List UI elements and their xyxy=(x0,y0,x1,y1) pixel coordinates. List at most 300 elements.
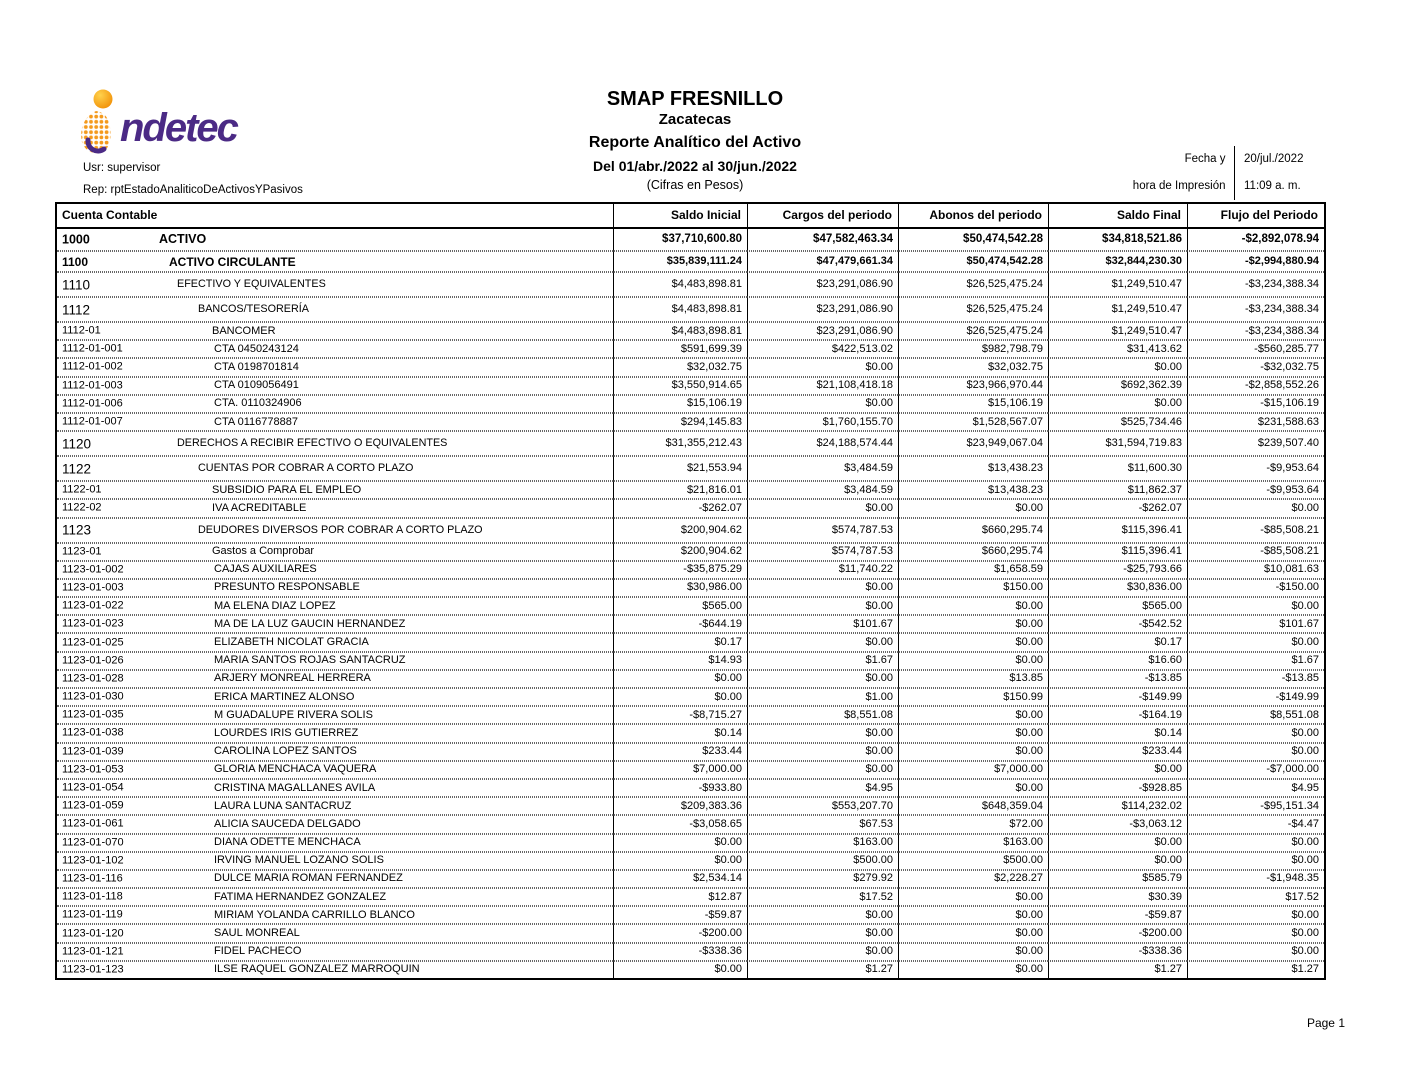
amount-cell: $0.00 xyxy=(898,652,1048,670)
account-cell xyxy=(57,961,613,978)
amount-cell: $21,108,418.18 xyxy=(747,377,898,395)
account-code: 1123-01-123 xyxy=(62,963,124,976)
amount-cell: $13,438.23 xyxy=(898,481,1048,499)
account-code: 1112-01-007 xyxy=(62,415,123,428)
amount-cell: $0.00 xyxy=(1187,834,1324,852)
account-cell xyxy=(57,688,613,706)
account-name: ILSE RAQUEL GONZALEZ MARROQUIN xyxy=(214,963,420,976)
amount-cell: $30,836.00 xyxy=(1048,579,1187,597)
amount-cell: $0.14 xyxy=(613,724,747,742)
account-code: 1123-01-121 xyxy=(62,945,124,958)
amount-cell: -$8,715.27 xyxy=(613,706,747,724)
table-row xyxy=(57,499,1324,517)
account-cell xyxy=(57,652,613,670)
account-name: M GUADALUPE RIVERA SOLIS xyxy=(214,708,373,721)
account-cell xyxy=(57,377,613,395)
amount-cell: $1.27 xyxy=(1187,961,1324,978)
report-id-label: Rep: rptEstadoAnaliticoDeActivosYPasivos xyxy=(83,184,303,196)
table-row xyxy=(57,852,1324,870)
amount-cell: -$928.85 xyxy=(1048,779,1187,797)
date-label: Fecha y xyxy=(1184,153,1226,165)
account-cell xyxy=(57,888,613,906)
account-code: 1112-01-006 xyxy=(62,397,123,410)
amount-cell: $0.00 xyxy=(747,499,898,517)
amount-cell: $0.00 xyxy=(747,597,898,615)
account-code: 1110 xyxy=(62,277,91,292)
amount-cell: -$200.00 xyxy=(1048,924,1187,942)
account-cell xyxy=(57,456,613,481)
logo-text: ndetec xyxy=(120,106,237,150)
amount-cell: -$59.87 xyxy=(613,906,747,924)
account-cell xyxy=(57,499,613,517)
account-cell xyxy=(57,852,613,870)
amount-cell: -$150.00 xyxy=(1187,579,1324,597)
account-cell xyxy=(57,431,613,456)
table-row xyxy=(57,670,1324,688)
table-row xyxy=(57,518,1324,543)
table-row xyxy=(57,924,1324,942)
amount-cell: $574,787.53 xyxy=(747,518,898,543)
date-value: 20/jul./2022 xyxy=(1244,153,1304,165)
amount-cell: $23,966,970.44 xyxy=(898,377,1048,395)
amount-cell: $11,740.22 xyxy=(747,561,898,579)
table-row xyxy=(57,431,1324,456)
amount-cell: $23,291,086.90 xyxy=(747,272,898,297)
amount-cell: $26,525,475.24 xyxy=(898,297,1048,322)
amount-cell: $12.87 xyxy=(613,888,747,906)
column-header: Cuenta Contable xyxy=(57,204,613,229)
account-name: DULCE MARIA ROMAN FERNANDEZ xyxy=(214,872,403,885)
amount-cell: $26,525,475.24 xyxy=(898,322,1048,340)
amount-cell: $163.00 xyxy=(747,834,898,852)
entity-title: SMAP FRESNILLO xyxy=(606,88,784,110)
amount-cell: $0.00 xyxy=(898,961,1048,978)
account-code: 1123-01-023 xyxy=(62,617,124,630)
account-name: MA ELENA DIAZ LOPEZ xyxy=(214,599,336,612)
account-name: CUENTAS POR COBRAR A CORTO PLAZO xyxy=(198,462,414,475)
print-meta xyxy=(1133,146,1320,200)
page-number: Page 1 xyxy=(1306,1016,1345,1030)
table-row xyxy=(57,743,1324,761)
account-name: ARJERY MONREAL HERRERA xyxy=(214,672,371,685)
account-code: 1120 xyxy=(62,436,92,452)
account-cell xyxy=(57,272,613,297)
account-name: SAUL MONREAL xyxy=(214,927,300,940)
amount-cell: $115,396.41 xyxy=(1048,543,1187,561)
amount-cell: $660,295.74 xyxy=(898,543,1048,561)
account-code: 1122 xyxy=(62,461,92,477)
amount-cell: $34,818,521.86 xyxy=(1048,229,1187,251)
amount-cell: -$933.80 xyxy=(613,779,747,797)
account-cell xyxy=(57,761,613,779)
amount-cell: -$1,948.35 xyxy=(1187,870,1324,888)
account-name: CAJAS AUXILIARES xyxy=(214,563,317,576)
amount-cell: $0.14 xyxy=(1048,724,1187,742)
table-row xyxy=(57,615,1324,633)
amount-cell: $279.92 xyxy=(747,870,898,888)
account-code: 1112-01 xyxy=(62,324,101,337)
amount-cell: $200,904.62 xyxy=(613,543,747,561)
account-cell xyxy=(57,943,613,961)
amount-cell: $0.00 xyxy=(747,943,898,961)
table-row xyxy=(57,377,1324,395)
state-subtitle: Zacatecas xyxy=(658,111,732,128)
amount-cell: $150.99 xyxy=(898,688,1048,706)
amount-cell: $0.00 xyxy=(898,615,1048,633)
account-cell xyxy=(57,579,613,597)
account-name: IRVING MANUEL LOZANO SOLIS xyxy=(214,854,384,867)
amount-cell: $17.52 xyxy=(1187,888,1324,906)
amount-cell: $13,438.23 xyxy=(898,456,1048,481)
amount-cell: $0.00 xyxy=(1048,395,1187,413)
amount-cell: $0.00 xyxy=(898,743,1048,761)
analytic-report-table xyxy=(55,202,1326,980)
units-note: (Cifras en Pesos) xyxy=(646,178,744,192)
amount-cell: $1.67 xyxy=(1187,652,1324,670)
amount-cell: $101.67 xyxy=(747,615,898,633)
amount-cell: $0.00 xyxy=(898,724,1048,742)
amount-cell: $50,474,542.28 xyxy=(898,229,1048,251)
account-cell xyxy=(57,779,613,797)
amount-cell: -$35,875.29 xyxy=(613,561,747,579)
table-row xyxy=(57,561,1324,579)
account-code: 1123-01-030 xyxy=(62,690,124,703)
account-cell xyxy=(57,670,613,688)
amount-cell: $565.00 xyxy=(1048,597,1187,615)
account-code: 1122-01 xyxy=(62,483,102,496)
account-code: 1123-01-070 xyxy=(62,836,124,849)
amount-cell: $23,291,086.90 xyxy=(747,322,898,340)
account-code: 1123-01-116 xyxy=(62,872,123,885)
amount-cell: $233.44 xyxy=(1048,743,1187,761)
amount-cell: $26,525,475.24 xyxy=(898,272,1048,297)
table-row xyxy=(57,834,1324,852)
amount-cell: -$2,892,078.94 xyxy=(1187,229,1324,251)
amount-cell: $13.85 xyxy=(898,670,1048,688)
table-row xyxy=(57,597,1324,615)
account-cell xyxy=(57,543,613,561)
amount-cell: $0.00 xyxy=(1048,834,1187,852)
table-row xyxy=(57,688,1324,706)
amount-cell: $1.00 xyxy=(747,688,898,706)
amount-cell: $692,362.39 xyxy=(1048,377,1187,395)
amount-cell: $4.95 xyxy=(747,779,898,797)
account-name: MA DE LA LUZ GAUCIN HERNANDEZ xyxy=(214,617,406,630)
amount-cell: -$59.87 xyxy=(1048,906,1187,924)
account-code: 1112-01-001 xyxy=(62,342,123,355)
account-name: BANCOS/TESORERÍA xyxy=(198,303,309,315)
amount-cell: $0.17 xyxy=(613,633,747,651)
account-code: 1123 xyxy=(62,522,92,538)
amount-cell: $115,396.41 xyxy=(1048,518,1187,543)
amount-cell: $0.00 xyxy=(898,888,1048,906)
amount-cell: -$13.85 xyxy=(1048,670,1187,688)
account-name: CTA 0116778887 xyxy=(214,415,298,428)
account-name: SUBSIDIO PARA EL EMPLEO xyxy=(212,483,362,496)
amount-cell: $30,986.00 xyxy=(613,579,747,597)
amount-cell: $1,528,567.07 xyxy=(898,413,1048,431)
account-code: 1123-01-053 xyxy=(62,763,124,776)
account-name: PRESUNTO RESPONSABLE xyxy=(214,581,360,594)
account-cell xyxy=(57,797,613,815)
amount-cell: $565.00 xyxy=(613,597,747,615)
amount-cell: $0.00 xyxy=(1048,358,1187,376)
account-name: DEUDORES DIVERSOS POR COBRAR A CORTO PLAZO xyxy=(198,523,483,536)
table-row xyxy=(57,906,1324,924)
amount-cell: $0.00 xyxy=(747,743,898,761)
account-cell xyxy=(57,870,613,888)
table-row xyxy=(57,229,1324,251)
amount-cell: $0.00 xyxy=(747,906,898,924)
account-cell xyxy=(57,815,613,833)
amount-cell: $31,594,719.83 xyxy=(1048,431,1187,456)
account-name: CTA. 0110324906 xyxy=(214,397,302,410)
amount-cell: $0.00 xyxy=(898,597,1048,615)
amount-cell: $0.00 xyxy=(898,906,1048,924)
amount-cell: $7,000.00 xyxy=(898,761,1048,779)
account-cell xyxy=(57,395,613,413)
account-code: 1112 xyxy=(62,302,91,317)
amount-cell: $101.67 xyxy=(1187,615,1324,633)
amount-cell: $574,787.53 xyxy=(747,543,898,561)
amount-cell: -$149.99 xyxy=(1048,688,1187,706)
amount-cell: $0.00 xyxy=(747,395,898,413)
amount-cell: $0.00 xyxy=(1187,943,1324,961)
amount-cell: -$3,058.65 xyxy=(613,815,747,833)
amount-cell: $0.00 xyxy=(1187,852,1324,870)
amount-cell: -$560,285.77 xyxy=(1187,340,1324,358)
amount-cell: $294,145.83 xyxy=(613,413,747,431)
amount-cell: -$15,106.19 xyxy=(1187,395,1324,413)
table-row xyxy=(57,413,1324,431)
amount-cell: -$3,234,388.34 xyxy=(1187,297,1324,322)
amount-cell: -$542.52 xyxy=(1048,615,1187,633)
table-row xyxy=(57,761,1324,779)
column-header: Saldo Inicial xyxy=(613,204,747,229)
amount-cell: -$95,151.34 xyxy=(1187,797,1324,815)
account-code: 1123-01-035 xyxy=(62,708,124,721)
amount-cell: $17.52 xyxy=(747,888,898,906)
account-code: 1123-01-119 xyxy=(62,908,123,921)
account-cell xyxy=(57,906,613,924)
account-code: 1123-01-002 xyxy=(62,563,124,576)
amount-cell: $4.95 xyxy=(1187,779,1324,797)
amount-cell: $648,359.04 xyxy=(898,797,1048,815)
amount-cell: -$338.36 xyxy=(1048,943,1187,961)
amount-cell: $1.27 xyxy=(1048,961,1187,978)
amount-cell: $32,844,230.30 xyxy=(1048,251,1187,272)
amount-cell: -$3,234,388.34 xyxy=(1187,272,1324,297)
account-name: ELIZABETH NICOLAT GRACIA xyxy=(214,636,369,649)
account-cell xyxy=(57,251,613,272)
amount-cell: $525,734.46 xyxy=(1048,413,1187,431)
column-header: Cargos del periodo xyxy=(747,204,898,229)
report-period: Del 01/abr./2022 al 30/jun./2022 xyxy=(593,158,797,174)
amount-cell: $3,484.59 xyxy=(747,481,898,499)
table-row xyxy=(57,943,1324,961)
table-row xyxy=(57,297,1324,322)
amount-cell: $0.00 xyxy=(1048,761,1187,779)
user-label: Usr: supervisor xyxy=(83,162,161,174)
account-code: 1123-01-102 xyxy=(62,854,124,867)
account-code: 1123-01-038 xyxy=(62,726,124,739)
amount-cell: $209,383.36 xyxy=(613,797,747,815)
table-row xyxy=(57,322,1324,340)
column-header: Flujo del Periodo xyxy=(1187,204,1324,229)
account-name: CRISTINA MAGALLANES AVILA xyxy=(214,781,376,794)
table-row xyxy=(57,652,1324,670)
account-code: 1123-01 xyxy=(62,545,102,558)
amount-cell: -$85,508.21 xyxy=(1187,518,1324,543)
amount-cell: $1,658.59 xyxy=(898,561,1048,579)
amount-cell: $47,479,661.34 xyxy=(747,251,898,272)
account-cell xyxy=(57,633,613,651)
amount-cell: $422,513.02 xyxy=(747,340,898,358)
amount-cell: $3,484.59 xyxy=(747,456,898,481)
amount-cell: -$338.36 xyxy=(613,943,747,961)
account-name: ACTIVO CIRCULANTE xyxy=(169,254,296,269)
account-name: ERICA MARTINEZ ALONSO xyxy=(214,690,355,703)
table-row xyxy=(57,579,1324,597)
table-row xyxy=(57,706,1324,724)
amount-cell: $14.93 xyxy=(613,652,747,670)
account-name: MARIA SANTOS ROJAS SANTACRUZ xyxy=(214,654,406,667)
account-name: EFECTIVO Y EQUIVALENTES xyxy=(177,278,326,290)
amount-cell: $0.00 xyxy=(898,633,1048,651)
account-cell xyxy=(57,358,613,376)
amount-cell: $0.00 xyxy=(747,670,898,688)
amount-cell: $23,949,067.04 xyxy=(898,431,1048,456)
table-row xyxy=(57,815,1324,833)
account-name: DIANA ODETTE MENCHACA xyxy=(214,836,361,849)
amount-cell: $4,483,898.81 xyxy=(613,272,747,297)
account-code: 1123-01-025 xyxy=(62,636,124,649)
amount-cell: $4,483,898.81 xyxy=(613,297,747,322)
account-name: MIRIAM YOLANDA CARRILLO BLANCO xyxy=(214,908,415,921)
amount-cell: -$3,063.12 xyxy=(1048,815,1187,833)
amount-cell: $15,106.19 xyxy=(613,395,747,413)
table-row xyxy=(57,543,1324,561)
account-code: 1122-02 xyxy=(62,501,102,514)
column-header: Abonos del periodo xyxy=(898,204,1048,229)
amount-cell: $0.00 xyxy=(747,633,898,651)
amount-cell: $11,862.37 xyxy=(1048,481,1187,499)
amount-cell: $150.00 xyxy=(898,579,1048,597)
amount-cell: $32,032.75 xyxy=(613,358,747,376)
amount-cell: $231,588.63 xyxy=(1187,413,1324,431)
amount-cell: $0.00 xyxy=(613,961,747,978)
account-code: 1123-01-039 xyxy=(62,745,124,758)
account-code: 1123-01-028 xyxy=(62,672,124,685)
amount-cell: $0.00 xyxy=(898,779,1048,797)
amount-cell: $0.00 xyxy=(1187,906,1324,924)
amount-cell: $233.44 xyxy=(613,743,747,761)
table-row xyxy=(57,272,1324,297)
amount-cell: $72.00 xyxy=(898,815,1048,833)
amount-cell: $16.60 xyxy=(1048,652,1187,670)
account-name: ACTIVO xyxy=(159,232,207,246)
amount-cell: -$25,793.66 xyxy=(1048,561,1187,579)
table-row xyxy=(57,779,1324,797)
amount-cell: -$13.85 xyxy=(1187,670,1324,688)
amount-cell: $3,550,914.65 xyxy=(613,377,747,395)
account-name: CTA 0109056491 xyxy=(214,379,299,392)
amount-cell: -$2,994,880.94 xyxy=(1187,251,1324,272)
column-header: Saldo Final xyxy=(1048,204,1187,229)
amount-cell: $0.00 xyxy=(898,924,1048,942)
account-code: 1123-01-120 xyxy=(62,927,124,940)
account-cell xyxy=(57,743,613,761)
table-row xyxy=(57,456,1324,481)
amount-cell: $0.00 xyxy=(1187,499,1324,517)
account-cell xyxy=(57,706,613,724)
account-cell xyxy=(57,924,613,942)
amount-cell: -$2,858,552.26 xyxy=(1187,377,1324,395)
amount-cell: -$644.19 xyxy=(613,615,747,633)
amount-cell: -$9,953.64 xyxy=(1187,481,1324,499)
amount-cell: $7,000.00 xyxy=(613,761,747,779)
amount-cell: $0.00 xyxy=(613,852,747,870)
amount-cell: $21,816.01 xyxy=(613,481,747,499)
amount-cell: $0.00 xyxy=(1187,743,1324,761)
amount-cell: $0.00 xyxy=(613,688,747,706)
amount-cell: $35,839,111.24 xyxy=(613,251,747,272)
amount-cell: $0.00 xyxy=(613,834,747,852)
amount-cell: $239,507.40 xyxy=(1187,431,1324,456)
amount-cell: -$32,032.75 xyxy=(1187,358,1324,376)
amount-cell: $37,710,600.80 xyxy=(613,229,747,251)
table-row xyxy=(57,251,1324,272)
table-row xyxy=(57,395,1324,413)
amount-cell: $1,760,155.70 xyxy=(747,413,898,431)
amount-cell: $8,551.08 xyxy=(1187,706,1324,724)
amount-cell: $31,355,212.43 xyxy=(613,431,747,456)
table-row xyxy=(57,633,1324,651)
account-cell xyxy=(57,229,613,251)
time-label: hora de Impresión xyxy=(1132,180,1226,192)
amount-cell: $0.00 xyxy=(747,724,898,742)
account-cell xyxy=(57,597,613,615)
amount-cell: $0.00 xyxy=(1187,633,1324,651)
account-name: CTA 0198701814 xyxy=(214,360,299,373)
account-name: FATIMA HERNANDEZ GONZALEZ xyxy=(214,890,387,903)
amount-cell: $0.00 xyxy=(1048,852,1187,870)
amount-cell: $0.00 xyxy=(898,943,1048,961)
account-name: BANCOMER xyxy=(212,324,276,337)
amount-cell: $585.79 xyxy=(1048,870,1187,888)
amount-cell: -$7,000.00 xyxy=(1187,761,1324,779)
amount-cell: $30.39 xyxy=(1048,888,1187,906)
print-meta-values xyxy=(1235,146,1320,200)
account-cell xyxy=(57,340,613,358)
account-name: CTA 0450243124 xyxy=(214,342,299,355)
amount-cell: $660,295.74 xyxy=(898,518,1048,543)
amount-cell: -$200.00 xyxy=(613,924,747,942)
table-row xyxy=(57,797,1324,815)
account-name: GLORIA MENCHACA VAQUERA xyxy=(214,763,377,776)
amount-cell: $0.00 xyxy=(747,579,898,597)
table-row xyxy=(57,481,1324,499)
table-row xyxy=(57,870,1324,888)
account-code: 1000 xyxy=(62,232,90,246)
account-cell xyxy=(57,724,613,742)
account-code: 1123-01-022 xyxy=(62,599,124,612)
table-row xyxy=(57,888,1324,906)
amount-cell: $24,188,574.44 xyxy=(747,431,898,456)
amount-cell: -$262.07 xyxy=(1048,499,1187,517)
amount-cell: $10,081.63 xyxy=(1187,561,1324,579)
amount-cell: $23,291,086.90 xyxy=(747,297,898,322)
